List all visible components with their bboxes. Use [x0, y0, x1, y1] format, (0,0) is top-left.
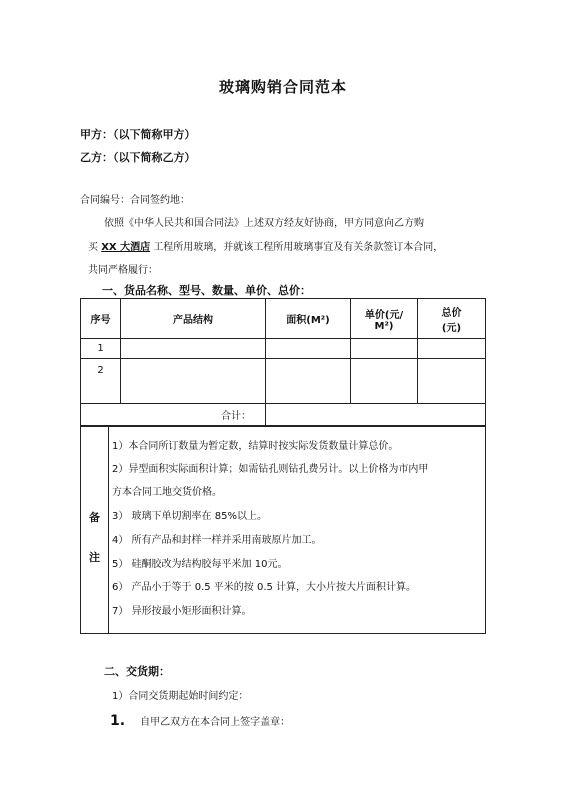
table-header-row — [81, 299, 486, 339]
header-total-line1: 总价 — [441, 307, 462, 319]
delivery-item-1: 1）合同交货期起始时间约定： — [112, 691, 249, 702]
header-total — [418, 299, 486, 339]
notes-label — [81, 427, 109, 633]
delivery-clause-number: 1. — [110, 713, 126, 729]
row-1-total[interactable] — [418, 339, 486, 359]
total-value[interactable] — [266, 404, 486, 426]
row-2-structure[interactable] — [121, 359, 266, 404]
header-area: 面积(M²) — [266, 299, 351, 339]
notes-label-bottom: 注 — [89, 551, 100, 564]
row-2-total[interactable] — [418, 359, 486, 404]
note-item-7: 7） 异形按最小矩形面积计算。 — [112, 606, 252, 617]
note-item-3: 3） 玻璃下单切割率在 85%以上。 — [112, 511, 267, 522]
party-a: 甲方：（以下简称甲方） — [80, 128, 196, 141]
row-2-unit-price[interactable] — [351, 359, 418, 404]
header-total-line2: (元) — [441, 322, 462, 334]
header-unit-price — [351, 299, 418, 339]
row-2-area[interactable] — [266, 359, 351, 404]
row-1-no: 1 — [81, 339, 121, 359]
notes-label-top: 备 — [89, 511, 100, 524]
table-total-row — [81, 404, 486, 426]
note-item-2-cont: 方本合同工地交货价格。 — [112, 487, 222, 498]
header-unit-price-line1: 单价(元/ — [364, 309, 404, 321]
row-1-area[interactable] — [266, 339, 351, 359]
header-unit-price-line2: M²) — [374, 320, 394, 332]
page-title: 玻璃购销合同范本 — [218, 78, 347, 96]
row-1-unit-price[interactable] — [351, 339, 418, 359]
total-label: 合计： — [81, 404, 266, 426]
note-item-4: 4） 所有产品和封样一样并采用南玻原片加工。 — [112, 535, 322, 546]
note-item-1: 1）本合同所订数量为暂定数，结算时按实际发货数量计算总价。 — [112, 441, 399, 452]
note-item-5: 5） 硅酮胶改为结构胶每平米加 10元。 — [112, 559, 288, 570]
section-2-heading: 二、交货期： — [104, 665, 170, 678]
section-1-heading: 一、货品名称、型号、数量、单价、总价： — [102, 284, 311, 297]
row-2-no: 2 — [81, 359, 121, 404]
intro-line-2 — [88, 238, 443, 253]
intro-line-2-suffix: 工程所用玻璃，并就该工程所用玻璃事宜及有关条款签订本合同， — [153, 242, 444, 253]
header-no: 序号 — [81, 299, 121, 339]
goods-table — [80, 298, 486, 426]
note-item-2: 2）异型面积实际面积计算；如需钻孔则钻孔费另计。以上价格为市内甲 — [112, 464, 429, 475]
contract-number-and-place: 合同编号：合同签约地： — [80, 195, 190, 206]
intro-line-2-prefix: 买 — [88, 242, 98, 253]
intro-line-1: 依照《中华人民共和国合同法》上述双方经友好协商，甲方同意向乙方购 — [104, 218, 424, 229]
party-b: 乙方：（以下简称乙方） — [80, 151, 196, 164]
note-item-6: 6） 产品小于等于 0.5 平米的按 0.5 计算，大小片按大片面积计算。 — [112, 582, 417, 593]
delivery-clause — [110, 710, 290, 729]
header-structure: 产品结构 — [121, 299, 266, 339]
intro-line-3: 共同严格履行： — [88, 265, 158, 276]
row-1-structure[interactable] — [121, 339, 266, 359]
table-row — [81, 339, 486, 359]
table-row — [81, 359, 486, 404]
delivery-clause-text: 自甲乙双方在本合同上签字盖章： — [140, 717, 291, 728]
project-name: XX 大酒店 — [101, 242, 151, 253]
